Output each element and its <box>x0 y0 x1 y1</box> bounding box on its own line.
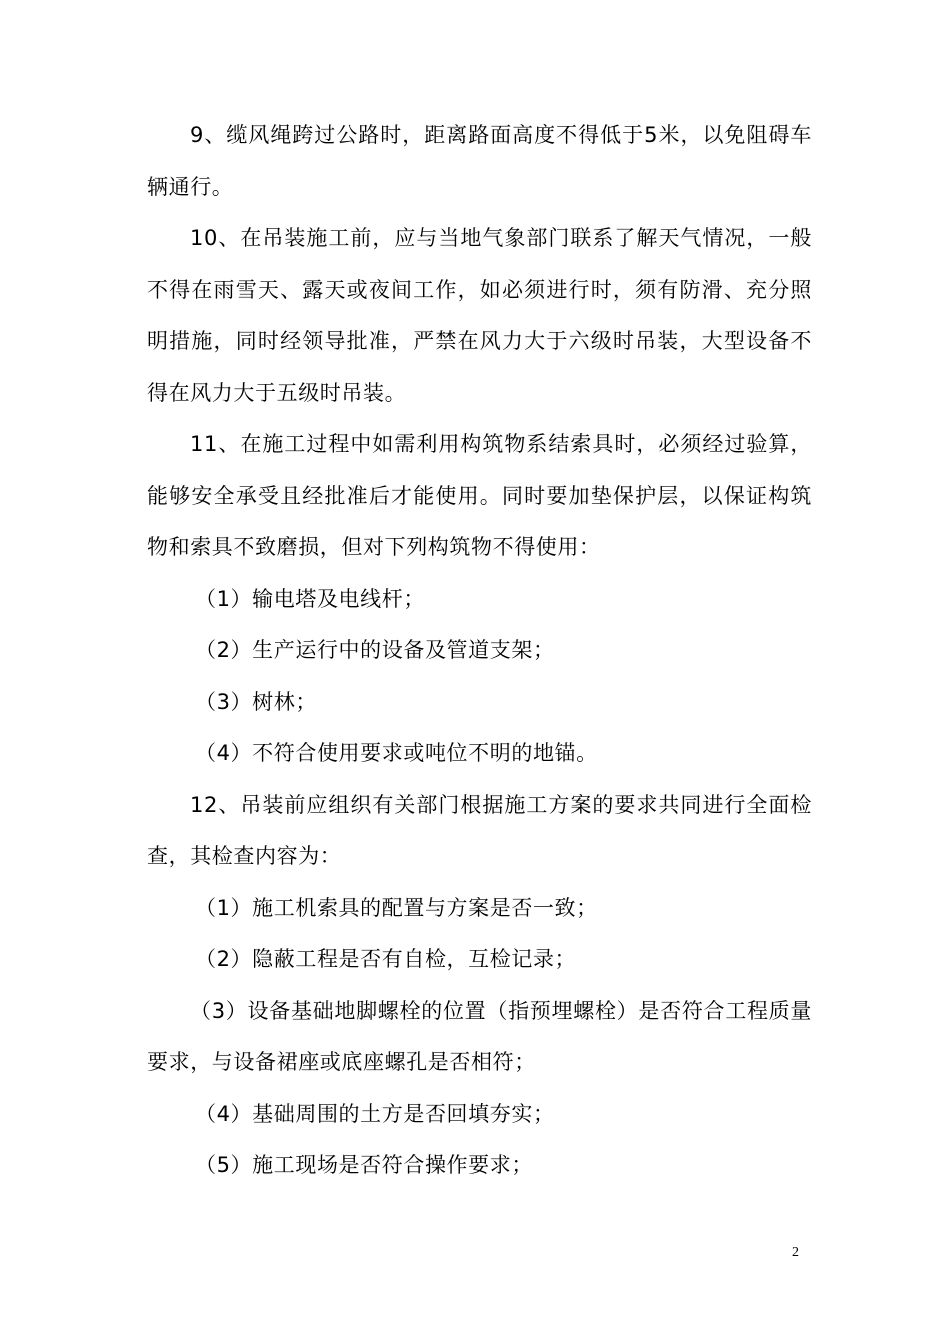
list-item: （5）施工现场是否符合操作要求； <box>195 1153 533 1177</box>
page-number: 2 <box>792 1245 799 1260</box>
list-item: （2）生产运行中的设备及管道支架； <box>195 638 555 662</box>
list-item: （1）输电塔及电线杆； <box>195 586 425 611</box>
list-item: （2）隐蔽工程是否有自检，互检记录； <box>195 947 577 971</box>
paragraph-item-10: 10、在吊装施工前，应与当地气象部门联系了解天气情况，一般不得在雨雪天、露天或夜间工作，如必须进行时，须有防滑、充分照明措施，同时经领导批准，严禁在风力大于六级时吊装，大型设备不得在风力大于五级时吊装。 <box>147 226 812 405</box>
paragraph-item-11: 11、在施工过程中如需利用构筑物系结索具时，必须经过验算，能够安全承受且经批准后才能使用。同时要加垫保护层，以保证构筑物和索具不致磨损，但对下列构筑物不得使用： <box>147 432 812 559</box>
document-body <box>147 110 812 1192</box>
list-item: （4）基础周围的土方是否回填夯实； <box>195 1101 555 1126</box>
paragraph-item-12: 12、吊装前应组织有关部门根据施工方案的要求共同进行全面检查，其检查内容为： <box>147 792 812 868</box>
list-item: （3）树林； <box>195 689 317 714</box>
list-item: （3）设备基础地脚螺栓的位置（指预埋螺栓）是否符合工程质量要求，与设备裙座或底座螺孔是否相符； <box>147 998 812 1074</box>
paragraph-item-9: 9、缆风绳跨过公路时，距离路面高度不得低于5米，以免阻碍车辆通行。 <box>147 123 812 199</box>
list-item: （4）不符合使用要求或吨位不明的地锚。 <box>195 741 598 765</box>
list-item: （1）施工机索具的配置与方案是否一致； <box>195 895 598 920</box>
